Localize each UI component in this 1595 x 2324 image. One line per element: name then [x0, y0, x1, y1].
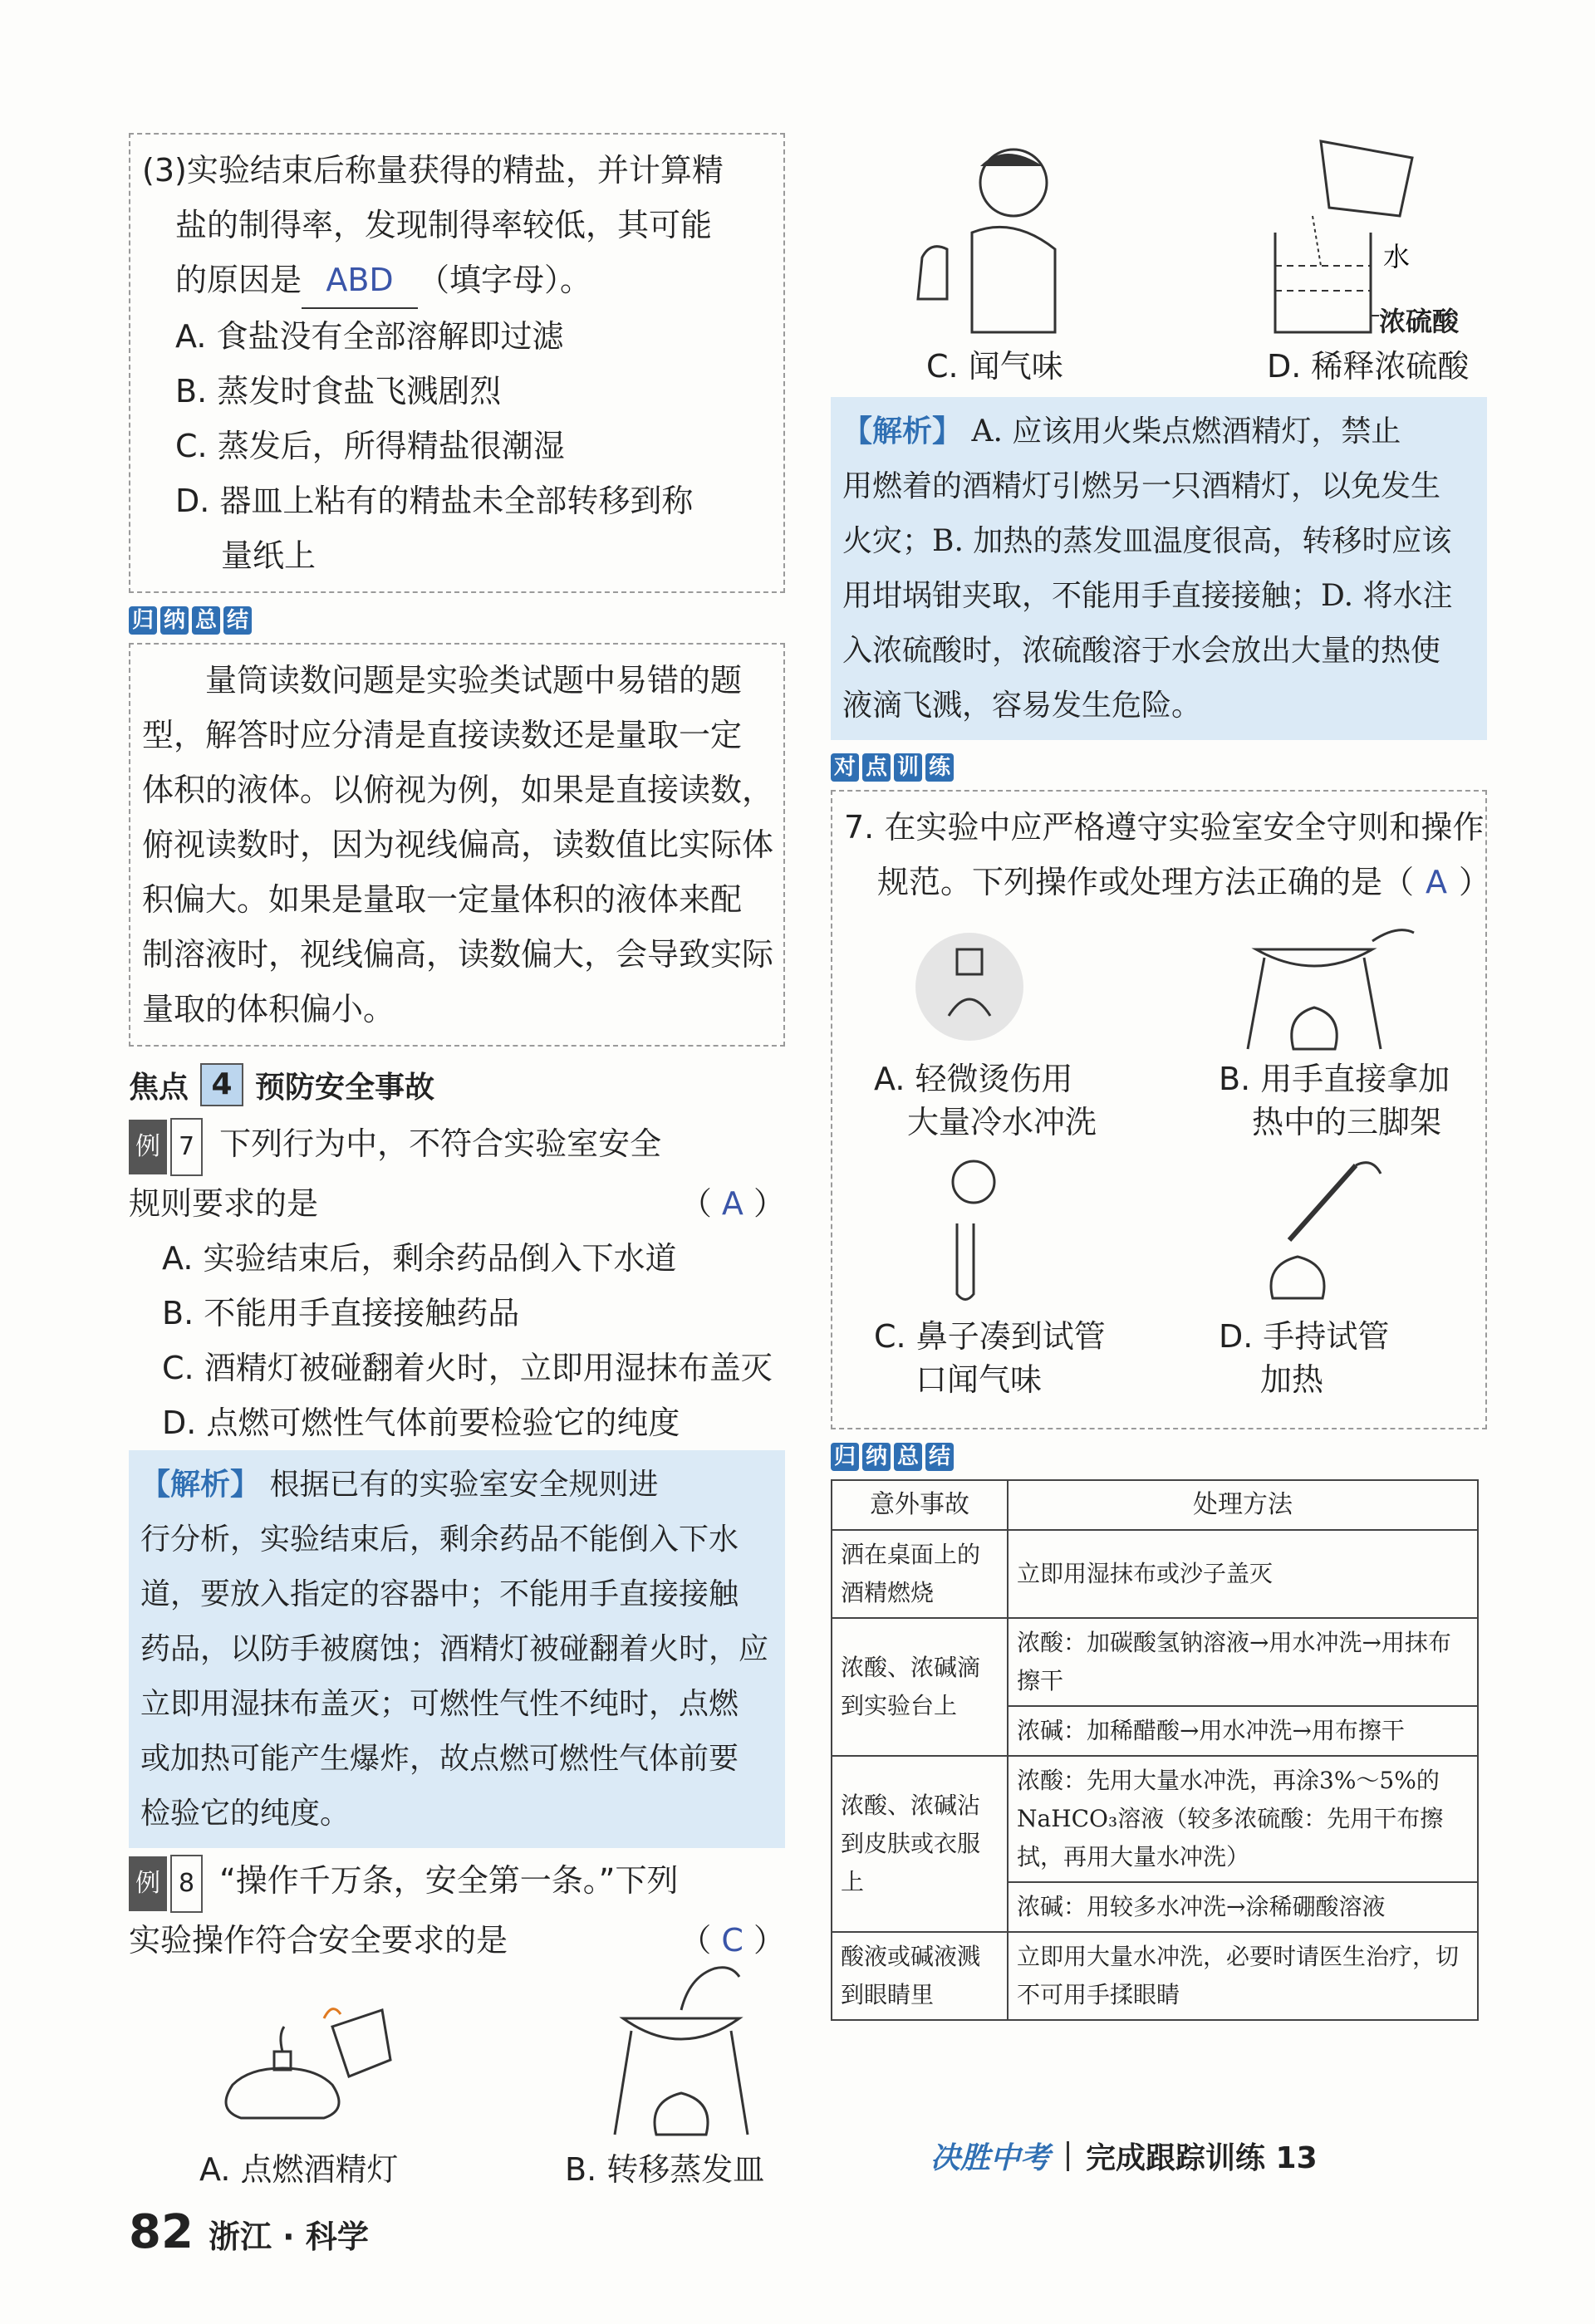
summary-tag-char: 结 — [925, 1443, 954, 1471]
table-header: 处理方法 — [1008, 1480, 1478, 1530]
right-caption-d: D. 稀释浓硫酸 — [1267, 348, 1470, 385]
focus-number: 4 — [200, 1063, 243, 1106]
left-column — [129, 133, 785, 1968]
q7-line-1: 7. 在实验中应严格遵守实验室安全守则和操作 — [844, 809, 1485, 846]
label-water: 水 — [1383, 241, 1411, 272]
smelling-boy-figure — [897, 133, 1080, 341]
transfer-dish-figure — [598, 1952, 764, 2143]
page-number: 82 — [129, 2205, 194, 2259]
example-7-answer: A — [721, 1185, 744, 1222]
example-7-answer-paren: （ A ） — [680, 1185, 785, 1222]
practice-tag — [831, 753, 954, 782]
summary-line: 俯视读数时，因为视线偏高，读数值比实际体 — [142, 826, 774, 863]
tripod-figure — [1239, 916, 1422, 1057]
q3-option-a: A. 食盐没有全部溶解即过滤 — [175, 318, 564, 355]
table-cell-accident: 酸液或碱液溅到眼睛里 — [832, 1932, 1008, 2020]
q7-caption-c — [874, 1315, 1106, 1401]
right-column — [831, 397, 1491, 2021]
q3-option-c: C. 蒸发后，所得精盐很潮湿 — [175, 428, 565, 464]
focus-label: 焦点 — [129, 1070, 189, 1105]
summary-tag-char: 纳 — [862, 1443, 891, 1471]
caption-line: 大量冷水冲洗 — [907, 1104, 1097, 1140]
analysis-line: 药品，以防手被腐蚀；酒精灯被碰翻着火时，应 — [140, 1632, 769, 1666]
ex7-option-b: B. 不能用手直接接触药品 — [162, 1295, 520, 1331]
example-tag: 例 — [129, 1120, 167, 1174]
example-tag: 例 — [129, 1856, 167, 1911]
summary-tag-char: 总 — [894, 1443, 922, 1471]
summary-line: 制溶液时，视线偏高，读数偏大，会导致实际 — [142, 936, 774, 973]
example-8-line-1 — [129, 1853, 785, 1913]
hold-tube-figure — [1256, 1149, 1389, 1307]
table-header-row — [832, 1480, 1478, 1530]
example-8-answer: C — [721, 1922, 744, 1959]
brand-logo: 决胜中考 — [930, 2141, 1051, 2175]
table-header: 意外事故 — [832, 1480, 1008, 1530]
q3-reason-prefix: 的原因是 — [175, 262, 302, 298]
analysis-line: 用坩埚钳夹取，不能用手直接接触；D. 将水注 — [842, 579, 1453, 613]
analysis-line: 用燃着的酒精灯引燃另一只酒精灯，以免发生 — [842, 469, 1441, 503]
analysis-line: 立即用湿抹布盖灭；可燃性气性不纯时，点燃 — [140, 1687, 739, 1721]
table-row — [832, 1618, 1478, 1706]
example-7-analysis — [129, 1450, 785, 1848]
caption-line: 加热 — [1260, 1361, 1324, 1398]
page-subject: 浙江 · 科学 — [208, 2219, 369, 2255]
analysis-label: 【解析】 — [842, 414, 963, 449]
q3-option-d-cont: 量纸上 — [221, 537, 317, 574]
analysis-line — [140, 1457, 773, 1513]
ex8-caption-b: B. 转移蒸发皿 — [565, 2151, 765, 2188]
nose-tube-figure — [940, 1157, 1015, 1307]
ex7-option-a: A. 实验结束后，剩余药品倒入下水道 — [162, 1240, 677, 1277]
q3-line-1: (3)实验结束后称量获得的精盐，并计算精 — [142, 152, 724, 189]
focus-heading — [129, 1063, 785, 1106]
table-cell-method: 浓碱：用较多水冲洗→涂稀硼酸溶液 — [1008, 1882, 1478, 1932]
table-cell-method: 立即用湿抹布或沙子盖灭 — [1008, 1530, 1478, 1618]
summary-tag — [129, 606, 252, 635]
ex8-caption-a: A. 点燃酒精灯 — [199, 2151, 399, 2188]
analysis-text: A. 应该用火柴点燃酒精灯，禁止 — [971, 414, 1401, 449]
caption-line: 口闻气味 — [915, 1361, 1043, 1398]
example-8-text: “操作千万条，安全第一条。”下列 — [219, 1862, 679, 1899]
lighting-lamp-figure — [208, 1993, 399, 2143]
practice-tag-char: 训 — [894, 753, 922, 782]
summary-line: 积偏大。如果是量取一定量体积的液体来配 — [142, 881, 743, 918]
q3-reason — [142, 253, 772, 309]
example-7-text-2: 规则要求的是 — [129, 1185, 319, 1222]
example-8-answer-paren: （ C ） — [680, 1922, 785, 1959]
q7-caption-a — [874, 1057, 1097, 1144]
practice-tag-char: 对 — [831, 753, 859, 782]
table-cell-method: 立即用大量水冲洗，必要时请医生治疗，切不可用手揉眼睛 — [1008, 1932, 1478, 2020]
table-cell-accident: 浓酸、浓碱沾到皮肤或衣服上 — [832, 1756, 1008, 1932]
analysis-line: 或加热可能产生爆炸，故点燃可燃性气体前要 — [140, 1742, 739, 1776]
q3-answer: ABD — [302, 253, 418, 309]
focus-title: 预防安全事故 — [255, 1070, 435, 1105]
q3-line-2: 盐的制得率，发现制得率较低，其可能 — [175, 207, 713, 243]
table-row — [832, 1756, 1478, 1882]
q3-reason-suffix: （填字母）。 — [418, 262, 592, 298]
q3-option-d: D. 器皿上粘有的精盐未全部转移到称 — [175, 483, 694, 519]
right-caption-c: C. 闻气味 — [926, 348, 1063, 385]
caption-line: 热中的三脚架 — [1252, 1104, 1442, 1140]
q7-caption-b — [1219, 1057, 1450, 1144]
question-7-box — [831, 790, 1491, 1429]
q7-answer: A — [1426, 864, 1448, 900]
table-row — [832, 1932, 1478, 2020]
table-cell-method: 浓酸：先用大量水冲洗，再涂3%～5%的NaHCO₃溶液（较多浓硫酸：先用干布擦拭，再用大量水冲洗） — [1008, 1756, 1478, 1882]
summary-box — [129, 643, 785, 1047]
summary-tag-2 — [831, 1443, 954, 1471]
q7-paren-close: ） — [1459, 864, 1491, 900]
table-cell-accident: 浓酸、浓碱滴到实验台上 — [832, 1618, 1008, 1756]
summary-tag-char: 总 — [192, 606, 220, 635]
q3-option-b: B. 蒸发时食盐飞溅剧烈 — [175, 373, 502, 409]
q7-caption-d — [1219, 1315, 1389, 1401]
summary-line: 量取的体积偏小。 — [142, 991, 395, 1027]
example-7-line-2 — [129, 1176, 785, 1231]
cold-water-figure — [907, 924, 1032, 1049]
track-link[interactable]: 完成跟踪训练 13 — [1086, 2141, 1318, 2175]
analysis-line: 火灾；B. 加热的蒸发皿温度很高，转移时应该 — [842, 524, 1452, 558]
summary-line: 体积的液体。以俯视为例，如果是直接读数， — [142, 772, 774, 808]
right-analysis — [831, 397, 1487, 740]
ex7-option-c: C. 酒精灯被碰翻着火时，立即用湿抹布盖灭 — [162, 1350, 773, 1386]
practice-tag-char: 点 — [862, 753, 891, 782]
summary-line: 型，解答时应分清是直接读数还是量取一定 — [142, 717, 743, 753]
example-7-text: 下列行为中，不符合实验室安全 — [219, 1125, 662, 1162]
table-row — [832, 1530, 1478, 1618]
analysis-line — [842, 404, 1475, 459]
summary-tag-char: 归 — [831, 1443, 859, 1471]
analysis-line: 道，要放入指定的容器中；不能用手直接接触 — [140, 1577, 739, 1611]
q7-line-2 — [844, 855, 1491, 909]
analysis-line: 检验它的纯度。 — [140, 1797, 351, 1831]
practice-tag-char: 练 — [925, 753, 954, 782]
analysis-text: 根据已有的实验室安全规则进 — [269, 1468, 659, 1502]
analysis-line: 行分析，实验结束后，剩余药品不能倒入下水 — [140, 1522, 739, 1557]
analysis-line: 入浓硫酸时，浓硫酸溶于水会放出大量的热使 — [842, 634, 1441, 668]
summary-line: 量筒读数问题是实验类试题中易错的题 — [205, 662, 743, 699]
table-cell-accident: 洒在桌面上的酒精燃烧 — [832, 1530, 1008, 1618]
table-cell-method: 浓酸：加碳酸氢钠溶液→用水冲洗→用抹布擦干 — [1008, 1618, 1478, 1706]
caption-line: D. 手持试管 — [1219, 1318, 1390, 1355]
example-number: 7 — [170, 1118, 203, 1176]
label-conc-acid: 浓硫酸 — [1379, 306, 1460, 337]
divider — [1067, 2141, 1069, 2171]
question-3-box — [129, 133, 785, 593]
q7-text: 规范。下列操作或处理方法正确的是（ — [877, 864, 1415, 900]
example-7-line-1 — [129, 1116, 785, 1176]
summary-tag-char: 结 — [223, 606, 252, 635]
table-cell-method: 浓碱：加稀醋酸→用水冲洗→用布擦干 — [1008, 1706, 1478, 1756]
accident-table — [831, 1479, 1479, 2021]
example-8-text-2: 实验操作符合安全要求的是 — [129, 1922, 508, 1959]
footer-track — [930, 2135, 1318, 2177]
caption-line: B. 用手直接拿加 — [1219, 1061, 1450, 1097]
caption-line: A. 轻微烫伤用 — [874, 1061, 1073, 1097]
summary-tag-char: 纳 — [160, 606, 189, 635]
example-number: 8 — [170, 1855, 203, 1913]
footer-page-info — [129, 2205, 369, 2259]
summary-tag-char: 归 — [129, 606, 157, 635]
ex7-option-d: D. 点燃可燃性气体前要检验它的纯度 — [162, 1405, 680, 1441]
analysis-label: 【解析】 — [140, 1467, 261, 1502]
caption-line: C. 鼻子凑到试管 — [874, 1318, 1106, 1355]
analysis-line: 液滴飞溅，容易发生危险。 — [842, 689, 1202, 723]
